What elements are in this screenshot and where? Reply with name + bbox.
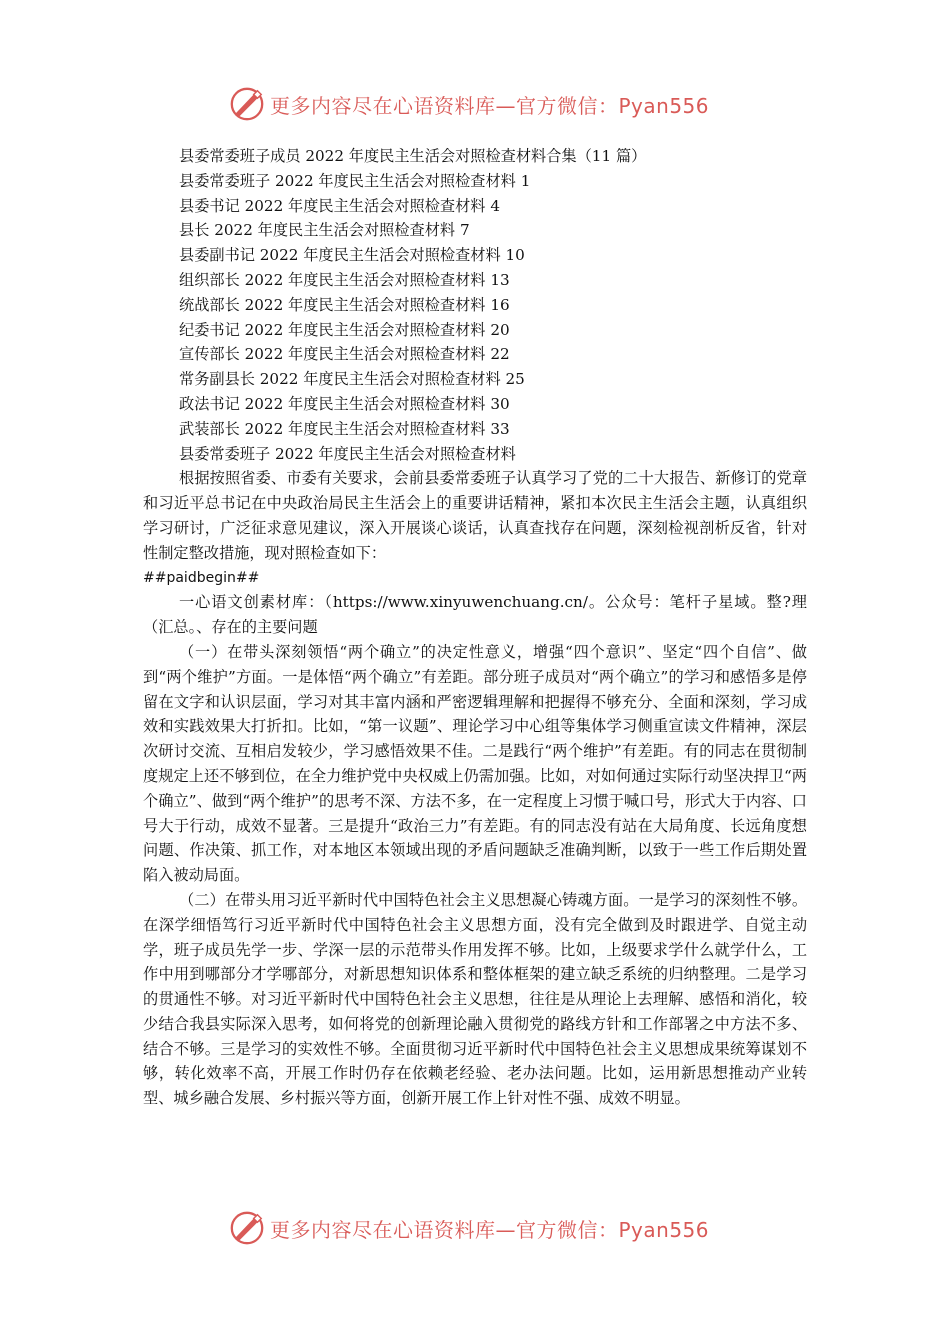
toc-item: 县委副书记 2022 年度民主生活会对照检查材料 10 [179, 246, 525, 265]
section-heading: 县委常委班子 2022 年度民主生活会对照检查材料 [179, 444, 516, 463]
header-banner-text: 更多内容尽在心语资料库—官方微信：Pyan556 [270, 93, 710, 118]
toc-item: 县长 2022 年度民主生活会对照检查材料 7 [179, 221, 470, 240]
pen-logo-icon [228, 85, 266, 123]
toc-item: 县委常委班子 2022 年度民主生活会对照检查材料 1 [179, 171, 531, 190]
intro-paragraph: 根据按照省委、市委有关要求，会前县委常委班子认真学习了党的二十大报告、新修订的党章和习近平总书记在中央政治局民主生活会上的重要讲话精神，紧扣本次民主生活会主题，认真组织学习研讨，广泛征求意见建议，深入开展谈心谈话，认真查找存在问题，深刻检视剖析反省，针对性制定整改措施，现对照检查如下： [143, 469, 807, 562]
body-paragraph-2: （二）在带头用习近平新时代中国特色社会主义思想凝心铸魂方面。一是学习的深刻性不够。在深学细悟笃行习近平新时代中国特色社会主义思想方面，没有完全做到及时跟进学、自觉主动学，班子成员先学一步、学深一层的示范带头作用发挥不够。比如，上级要求学什么就学什么，工作中用到哪部分才学哪部分，对新思想知识体系和整体框架的建立缺乏系统的归纳整理。二是学习的贯通性不够。对习近平新时代中国特色社会主义思想，往往是从理论上去理解、感悟和消化，较少结合我县实际深入思考，如何将党的创新理论融入贯彻党的路线方针和工作部署之中方法不多、结合不够。三是学习的实效性不够。全面贯彻习近平新时代中国特色社会主义思想成果统筹谋划不够，转化效率不高，开展工作时仍存在依赖老经验、老办法问题。比如，运用新思想推动产业转型、城乡融合发展、乡村振兴等方面，创新开展工作上针对性不强、成效不明显。 [143, 890, 807, 1108]
toc-title: 县委常委班子成员 2022 年度民主生活会对照检查材料合集（11 篇） [179, 147, 647, 165]
source-line: 一心语文创素材库：（https://www.xinyuwenchuang.cn/。公众号：笔杆子星域。整?理（汇总。、存在的主要问题 [143, 593, 807, 637]
toc-item: 组织部长 2022 年度民主生活会对照检查材料 13 [179, 270, 510, 289]
footer-banner [228, 1208, 748, 1248]
paid-marker: ##paidbegin## [143, 569, 260, 586]
toc-item: 常务副县长 2022 年度民主生活会对照检查材料 25 [179, 370, 525, 389]
body-paragraph-1: （一）在带头深刻领悟“两个确立”的决定性意义，增强“四个意识”、坚定“四个自信”、做到“两个维护”方面。一是体悟“两个确立”有差距。部分班子成员对“两个确立”的学习和感悟多是停留在文字和认识层面，学习对其丰富内涵和严密逻辑理解和把握得不够充分、全面和深刻，学习成效和实践效果大打折扣。比如，“第一议题”、理论学习中心组等集体学习侧重宣读文件精神，深层次研讨交流、互相启发较少，学习感悟效果不佳。二是践行“两个维护”有差距。有的同志在贯彻制度规定上还不够到位，在全力维护党中央权威上仍需加强。比如，对如何通过实际行动坚决捍卫“两个确立”、做到“两个维护”的思考不深、方法不多，在一定程度上习惯于喊口号，形式大于内容、口号大于行动，成效不显著。三是提升“政治三力”有差距。有的同志没有站在大局角度、长远角度想问题、作决策、抓工作，对本地区本领域出现的矛盾问题缺乏准确判断，以致于一些工作后期处置陷入被动局面。 [143, 642, 807, 885]
toc-item: 宣传部长 2022 年度民主生活会对照检查材料 22 [179, 345, 510, 364]
toc-item: 武装部长 2022 年度民主生活会对照检查材料 33 [179, 419, 510, 438]
header-banner [228, 84, 748, 124]
document-body [143, 144, 807, 1111]
toc-item: 县委书记 2022 年度民主生活会对照检查材料 4 [179, 196, 500, 215]
toc-item: 纪委书记 2022 年度民主生活会对照检查材料 20 [179, 320, 510, 339]
footer-banner-text: 更多内容尽在心语资料库—官方微信：Pyan556 [270, 1217, 710, 1242]
toc-item: 统战部长 2022 年度民主生活会对照检查材料 16 [179, 295, 510, 314]
table-of-contents [143, 144, 807, 466]
toc-item: 政法书记 2022 年度民主生活会对照检查材料 30 [179, 394, 510, 413]
pen-logo-icon [228, 1209, 266, 1247]
